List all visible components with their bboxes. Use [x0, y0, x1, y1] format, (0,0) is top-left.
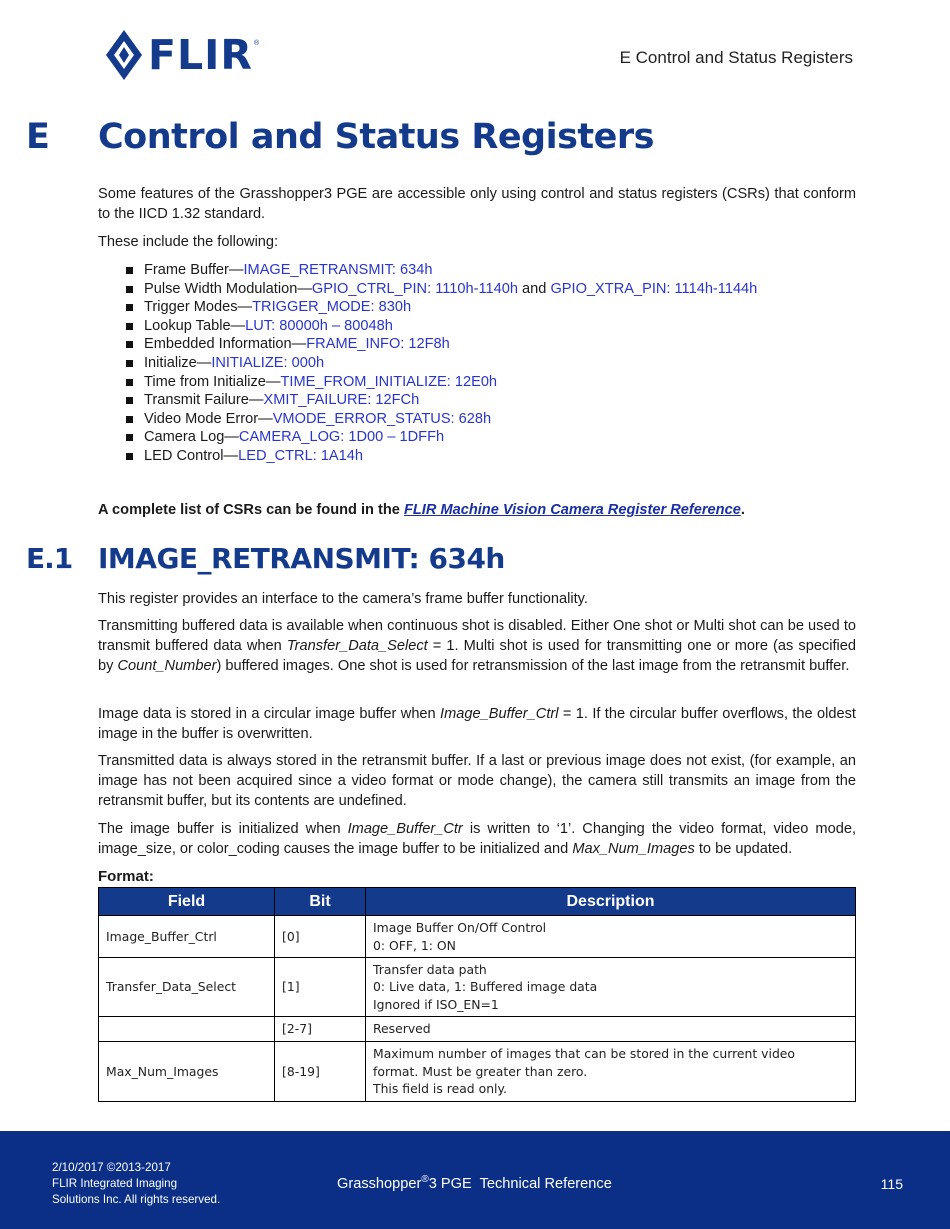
square-bullet-icon: [126, 286, 133, 293]
register-link[interactable]: CAMERA_LOG: 1D00 – 1DFFh: [238, 429, 445, 446]
table-row: [99, 916, 856, 958]
table-row: [99, 958, 856, 1017]
field-cell: Transfer_Data_Select: [99, 958, 275, 1017]
flir-logo: [104, 28, 264, 82]
table-row: [99, 1017, 856, 1042]
field-cell: [99, 1017, 275, 1042]
register-link[interactable]: TIME_FROM_INITIALIZE: 12E0h: [280, 373, 498, 390]
paragraph: The image buffer is initialized when Image_Buffer_Ctr is written to ‘1’. Changing the video format, video mode, image_size, or color_coding causes the image buffer to be initialized and Max_Num_Images to be updated.: [98, 821, 856, 857]
register-link[interactable]: GPIO_CTRL_PIN: 1110h-1140h: [311, 280, 518, 297]
list-item: Video Mode Error—VMODE_ERROR_STATUS: 628h: [124, 410, 757, 429]
footer-document-title: Grasshopper®3 PGE Technical Reference: [337, 1174, 612, 1192]
paragraph: Image data is stored in a circular image buffer when Image_Buffer_Ctrl = 1. If the circular buffer overflows, the oldest image in the buffer is overwritten.: [98, 706, 856, 742]
square-bullet-icon: [126, 341, 133, 348]
list-item: Initialize—INITIALIZE: 000h: [124, 354, 757, 373]
square-bullet-icon: [126, 323, 133, 330]
table-header-row: [99, 888, 856, 916]
register-link[interactable]: IMAGE_RETRANSMIT: 634h: [243, 262, 433, 278]
list-item: Frame Buffer—IMAGE_RETRANSMIT: 634h: [124, 261, 757, 280]
subsection-title: IMAGE_RETRANSMIT: 634h: [98, 542, 505, 575]
register-link[interactable]: LED_CTRL: 1A14h: [238, 447, 364, 464]
column-header: Field: [99, 888, 275, 916]
paragraph: Transmitted data is always stored in the retransmit buffer. If a last or previous image does not exist, (for example, an image has not been acquired since a video format or mode change), the camera still transmits an image from the retransmit buffer, but its contents are undefined.: [98, 753, 856, 809]
description-cell: Maximum number of images that can be stored in the current video format. Must be greater than zero. This field is read only.: [366, 1042, 856, 1102]
bit-cell: [2-7]: [275, 1017, 366, 1042]
page-number: 115: [880, 1176, 903, 1192]
section-number: E: [26, 117, 50, 157]
paragraph: Transmitting buffered data is available when continuous shot is disabled. Either One shot or Multi shot can be used to transmit buffered data when Transfer_Data_Select = 1. Multi shot is used for transmitting one or more (as specified by Count_Number) buffered images. One shot is used for retransmission of the last image from the retransmit buffer.: [98, 618, 856, 674]
description-cell: Reserved: [366, 1017, 856, 1042]
format-table: [98, 887, 856, 1102]
intro-paragraph: Some features of the Grasshopper3 PGE are accessible only using control and status registers (CSRs) that conform to the IICD 1.32 standard.: [98, 186, 856, 222]
square-bullet-icon: [126, 397, 133, 404]
subsection-number: E.1: [26, 542, 73, 575]
register-link[interactable]: XMIT_FAILURE: 12FCh: [263, 392, 420, 409]
register-link[interactable]: LUT: 80000h – 80048h: [245, 317, 393, 334]
list-item: Pulse Width Modulation—GPIO_CTRL_PIN: 1110h-1140h and GPIO_XTRA_PIN: 1114h-1144h: [124, 280, 757, 299]
square-bullet-icon: [126, 304, 133, 311]
field-cell: Max_Num_Images: [99, 1042, 275, 1102]
running-header: E Control and Status Registers: [619, 48, 853, 67]
register-reference-link[interactable]: FLIR Machine Vision Camera Register Reference: [403, 502, 741, 518]
list-item: Embedded Information—FRAME_INFO: 12F8h: [124, 335, 757, 354]
subsection-heading: [0, 540, 950, 580]
page-footer: [0, 1131, 950, 1229]
list-item: Lookup Table—LUT: 80000h – 80048h: [124, 317, 757, 336]
bit-cell: [1]: [275, 958, 366, 1017]
list-item: Time from Initialize—TIME_FROM_INITIALIZE: 12E0h: [124, 373, 757, 392]
register-list: [124, 261, 757, 466]
register-link[interactable]: INITIALIZE: 000h: [211, 354, 325, 371]
list-item: Trigger Modes—TRIGGER_MODE: 830h: [124, 298, 757, 317]
logo-registered-mark: ®: [253, 40, 260, 47]
square-bullet-icon: [126, 360, 133, 367]
list-item: Camera Log—CAMERA_LOG: 1D00 – 1DFFh: [124, 428, 757, 447]
square-bullet-icon: [126, 434, 133, 441]
register-link[interactable]: VMODE_ERROR_STATUS: 628h: [272, 410, 492, 427]
logo-wordmark: FLIR: [148, 30, 253, 79]
bit-cell: [0]: [275, 916, 366, 958]
square-bullet-icon: [126, 379, 133, 386]
description-cell: Image Buffer On/Off Control 0: OFF, 1: ON: [366, 916, 856, 958]
square-bullet-icon: [126, 416, 133, 423]
table-row: [99, 1042, 856, 1102]
footer-copyright: 2/10/2017 ©2013-2017 FLIR Integrated Imaging Solutions Inc. All rights reserved.: [52, 1161, 221, 1206]
register-link[interactable]: TRIGGER_MODE: 830h: [252, 299, 412, 316]
register-link[interactable]: GPIO_XTRA_PIN: 1114h-1144h: [550, 280, 758, 297]
flir-diamond-logo-icon: [104, 28, 144, 82]
field-cell: Image_Buffer_Ctrl: [99, 916, 275, 958]
register-reference-note: A complete list of CSRs can be found in the FLIR Machine Vision Camera Register Reference.: [98, 502, 745, 518]
list-item: LED Control—LED_CTRL: 1A14h: [124, 447, 757, 466]
register-link[interactable]: FRAME_INFO: 12F8h: [306, 336, 450, 353]
section-title: Control and Status Registers: [98, 117, 654, 157]
intro-lead: These include the following:: [98, 234, 279, 250]
column-header: Bit: [275, 888, 366, 916]
square-bullet-icon: [126, 453, 133, 460]
column-header: Description: [366, 888, 856, 916]
square-bullet-icon: [126, 267, 133, 274]
bit-cell: [8-19]: [275, 1042, 366, 1102]
description-cell: Transfer data path 0: Live data, 1: Buffered image data Ignored if ISO_EN=1: [366, 958, 856, 1017]
format-label: Format:: [98, 868, 154, 885]
list-item: Transmit Failure—XMIT_FAILURE: 12FCh: [124, 391, 757, 410]
section-heading: [0, 113, 950, 163]
paragraph: This register provides an interface to the camera’s frame buffer functionality.: [98, 591, 588, 607]
